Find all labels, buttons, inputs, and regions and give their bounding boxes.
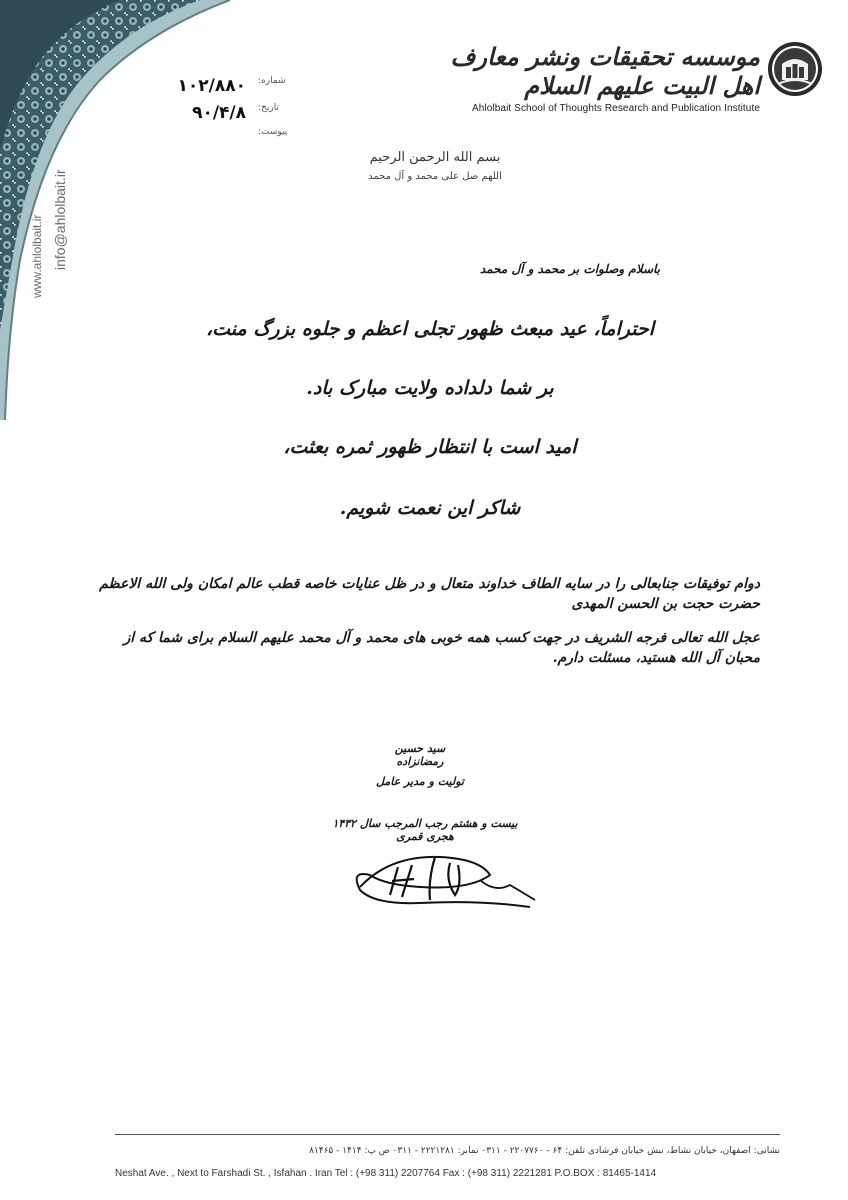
poem-line: شاکر این نعمت شویم.: [339, 497, 521, 519]
reference-number-value: ۱۰۲/۸۸۰: [177, 76, 246, 96]
body-paragraph-line: عجل الله تعالی فرجه الشریف در جهت کسب همه خوبی های محمد و آل محمد علیهم السلام برای شما که از محبان آل الله هستید، مسئلت دارم.: [123, 630, 760, 666]
poem-line: احتراماً، عید مبعث ظهور تجلی اعظم و جلوه بزرگ منت،: [206, 318, 654, 340]
institute-name-en: Ahlolbait School of Thoughts Research and Publication Institute: [472, 103, 760, 114]
reference-attachment-label: پیوست:: [258, 127, 288, 137]
reference-number: [160, 76, 300, 98]
reference-date-value: ۹۰/۴/۸: [192, 103, 246, 123]
reference-number-label: شماره:: [258, 76, 286, 86]
footer-divider: [115, 1134, 780, 1135]
body-paragraph-line: دوام توفیقات جنابعالی را در سایه الطاف خداوند متعال و در ظل عنایات خاصه قطب عالم امکان ولی الله الاعظم حضرت حجت بن الحسن المهدی: [99, 576, 760, 612]
reference-date: [160, 103, 300, 125]
website-text: www.ahlolbait.ir: [30, 214, 44, 298]
footer-address-fa: نشانی: اصفهان، خیابان نشاط، نبش خیابان فرشادی تلفن: ۶۴ - ۲۲۰۷۷۶۰ - ۰۳۱۱ نمابر: ۲۲۲۱۲۸۱ - ۰۳۱۱ ص پ: ۱۴۱۴ - ۸۱۴۶۵: [309, 1146, 780, 1156]
handwritten-signature: [330, 845, 540, 915]
email-text: info@ahlolbait.ir: [52, 169, 68, 270]
signatory-role: تولیت و مدیر عامل: [376, 775, 464, 788]
greeting: باسلام وصلوات بر محمد و آل محمد: [479, 262, 660, 276]
signature-date: بیست و هشتم رجب المرجب سال ۱۴۳۲ هجری قمری: [332, 817, 518, 843]
institute-emblem-icon: [766, 40, 824, 98]
poem-line: امید است با انتظار ظهور ثمره بعثت،: [283, 436, 577, 458]
signatory-name: سید حسین رمضانزاده: [394, 742, 446, 768]
reference-date-label: تاریخ:: [258, 103, 279, 113]
reference-attachment: [160, 127, 300, 149]
salawat: اللهم صل علی محمد و آل محمد: [368, 171, 502, 182]
basmala: بسم الله الرحمن الرحیم: [369, 150, 501, 165]
institute-name-fa: موسسه تحقیقات ونشر معارف اهل البیت علیهم السلام: [450, 42, 760, 100]
footer-address-en: Neshat Ave. , Next to Farshadi St. , Isfahan . Iran Tel : (+98 311) 2207764 Fax : (+98 311) 2221281 P.O.BOX : 81465-1414: [115, 1168, 657, 1179]
side-contact: [10, 70, 68, 330]
poem-line: بر شما دلداده ولایت مبارک باد.: [306, 377, 554, 399]
